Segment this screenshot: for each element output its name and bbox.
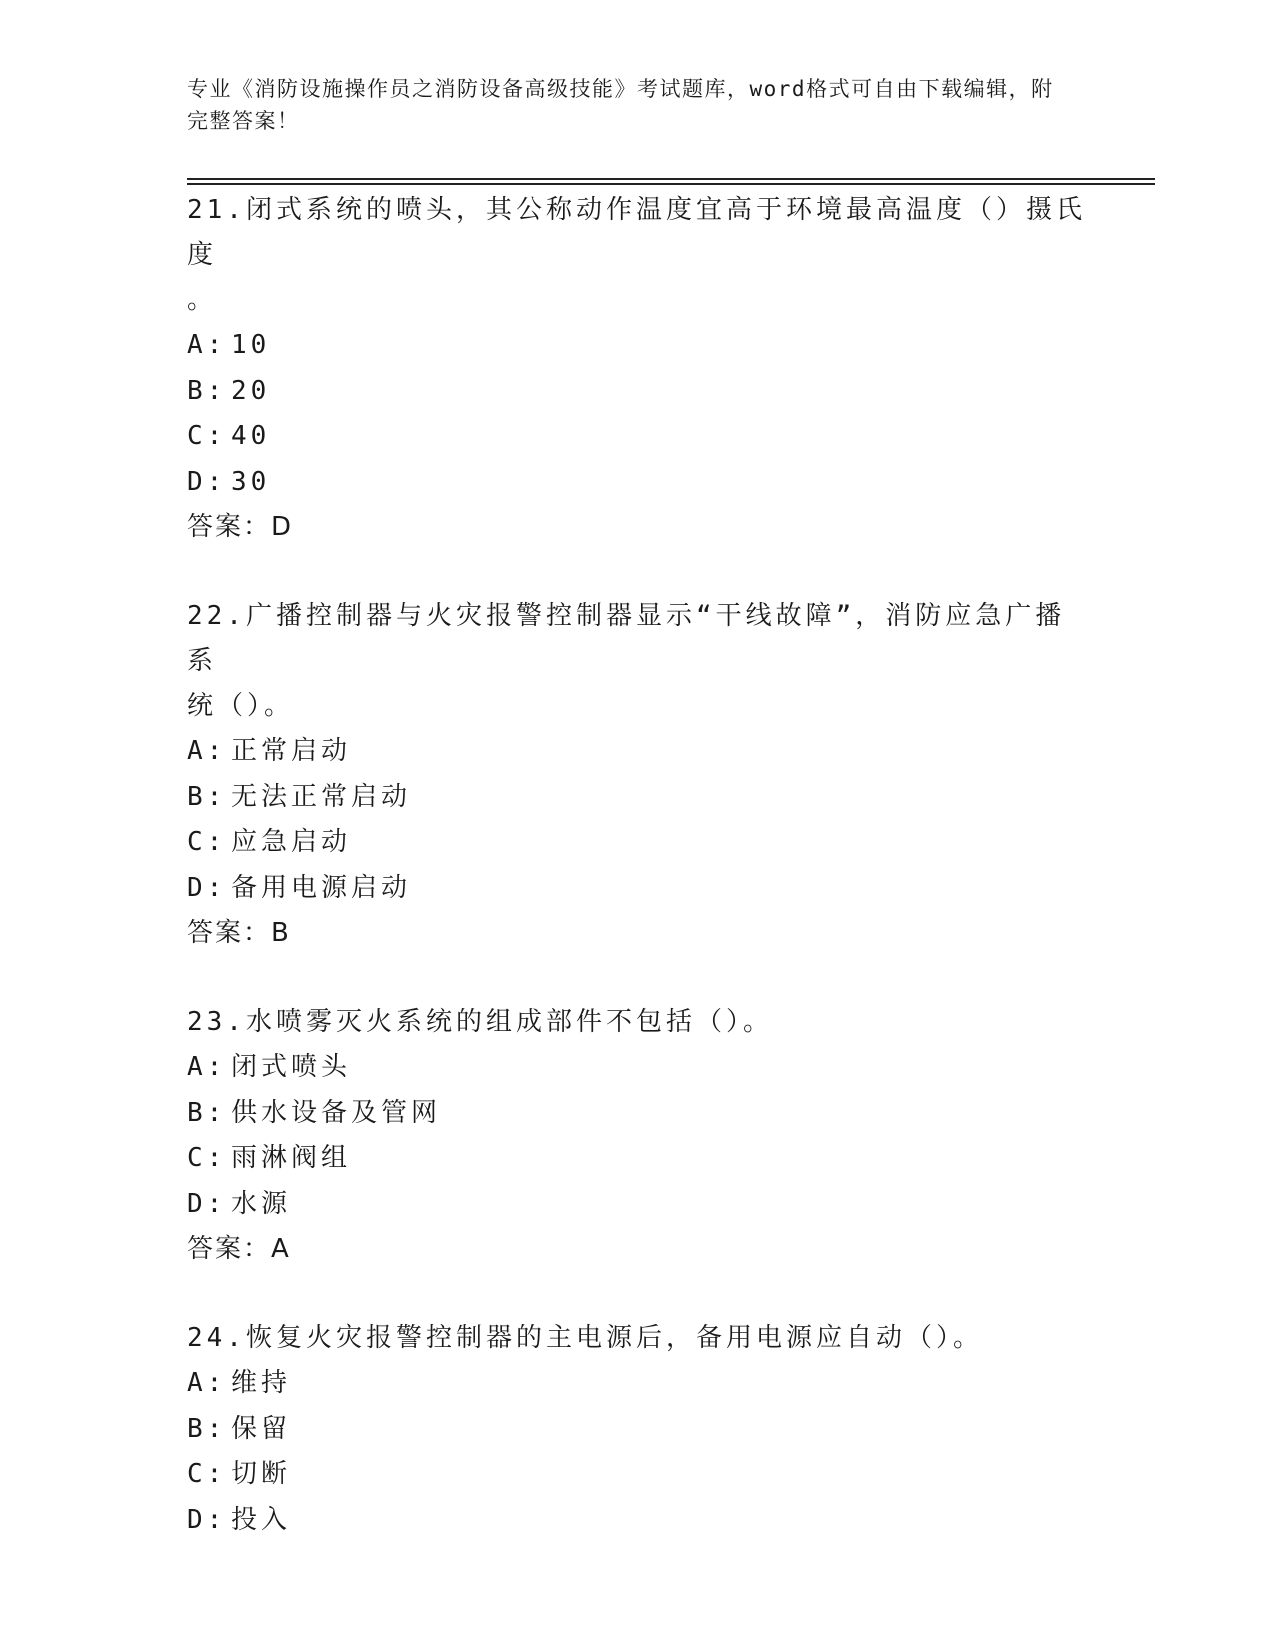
option-d [187, 1498, 1087, 1544]
option-text: 雨淋阀组 [231, 1143, 352, 1173]
option-letter: C: [187, 421, 227, 451]
option-d [187, 866, 1087, 912]
option-text: 10 [231, 330, 271, 360]
question-stem: 21.闭式系统的喷头，其公称动作温度宜高于环境最高温度（）摄氏度 [187, 195, 1086, 270]
option-a [187, 1361, 1087, 1407]
option-letter: D: [187, 1188, 227, 1219]
option-text: 40 [231, 421, 271, 451]
option-letter: D: [187, 466, 227, 497]
option-text: 供水设备及管网 [231, 1097, 442, 1128]
option-text: 维持 [231, 1368, 292, 1398]
option-text: 30 [231, 466, 271, 497]
header-divider-top [187, 178, 1155, 180]
question-stem: 22.广播控制器与火灾报警控制器显示“干线故障”，消防应急广播系 [187, 601, 1066, 676]
option-c [187, 1136, 1087, 1182]
options-22 [187, 729, 1087, 911]
answer-22: 答案：B [187, 918, 291, 948]
options-23 [187, 1045, 1087, 1227]
question-23 [187, 1000, 1087, 1045]
option-text: 正常启动 [231, 736, 352, 766]
option-letter: D: [187, 1504, 227, 1535]
option-letter: B: [187, 781, 227, 812]
question-stem: 23.水喷雾灭火系统的组成部件不包括（）。 [187, 1007, 773, 1037]
question-stem-continued: 统（）。 [187, 691, 295, 721]
option-b [187, 1407, 1087, 1453]
options-21 [187, 323, 1087, 505]
option-letter: B: [187, 1097, 227, 1128]
option-letter: D: [187, 872, 227, 903]
option-text: 20 [231, 375, 271, 406]
option-text: 备用电源启动 [231, 872, 412, 903]
option-letter: B: [187, 375, 227, 406]
option-letter: C: [187, 1143, 227, 1173]
option-letter: A: [187, 330, 227, 360]
answer-23: 答案：A [187, 1234, 291, 1264]
header-divider-bottom [187, 183, 1155, 185]
option-c [187, 820, 1087, 866]
question-24 [187, 1316, 1087, 1361]
option-b [187, 775, 1087, 821]
option-a [187, 729, 1087, 775]
option-d [187, 1182, 1087, 1228]
option-text: 切断 [231, 1459, 292, 1489]
option-b [187, 1091, 1087, 1137]
question-21 [187, 188, 1087, 323]
option-letter: A: [187, 1368, 227, 1398]
question-22 [187, 594, 1087, 729]
option-text: 投入 [231, 1504, 292, 1535]
option-text: 闭式喷头 [231, 1052, 352, 1082]
options-24 [187, 1361, 1087, 1543]
option-c [187, 1452, 1087, 1498]
option-text: 应急启动 [231, 827, 352, 857]
option-letter: B: [187, 1413, 227, 1444]
option-a [187, 1045, 1087, 1091]
option-b [187, 369, 1087, 415]
option-letter: C: [187, 827, 227, 857]
option-text: 保留 [231, 1413, 292, 1444]
question-stem-continued: 。 [187, 285, 218, 315]
option-a [187, 323, 1087, 369]
option-text: 水源 [231, 1188, 292, 1219]
option-text: 无法正常启动 [231, 781, 412, 812]
option-c [187, 414, 1087, 460]
document-header: 专业《消防设施操作员之消防设备高级技能》考试题库，word格式可自由下载编辑，附完整答案！ [187, 77, 1054, 133]
question-list [187, 188, 1087, 1543]
option-d [187, 460, 1087, 506]
option-letter: A: [187, 1052, 227, 1082]
answer-21: 答案：D [187, 512, 294, 542]
question-stem: 24.恢复火灾报警控制器的主电源后，备用电源应自动（）。 [187, 1323, 983, 1353]
option-letter: C: [187, 1459, 227, 1489]
option-letter: A: [187, 736, 227, 766]
